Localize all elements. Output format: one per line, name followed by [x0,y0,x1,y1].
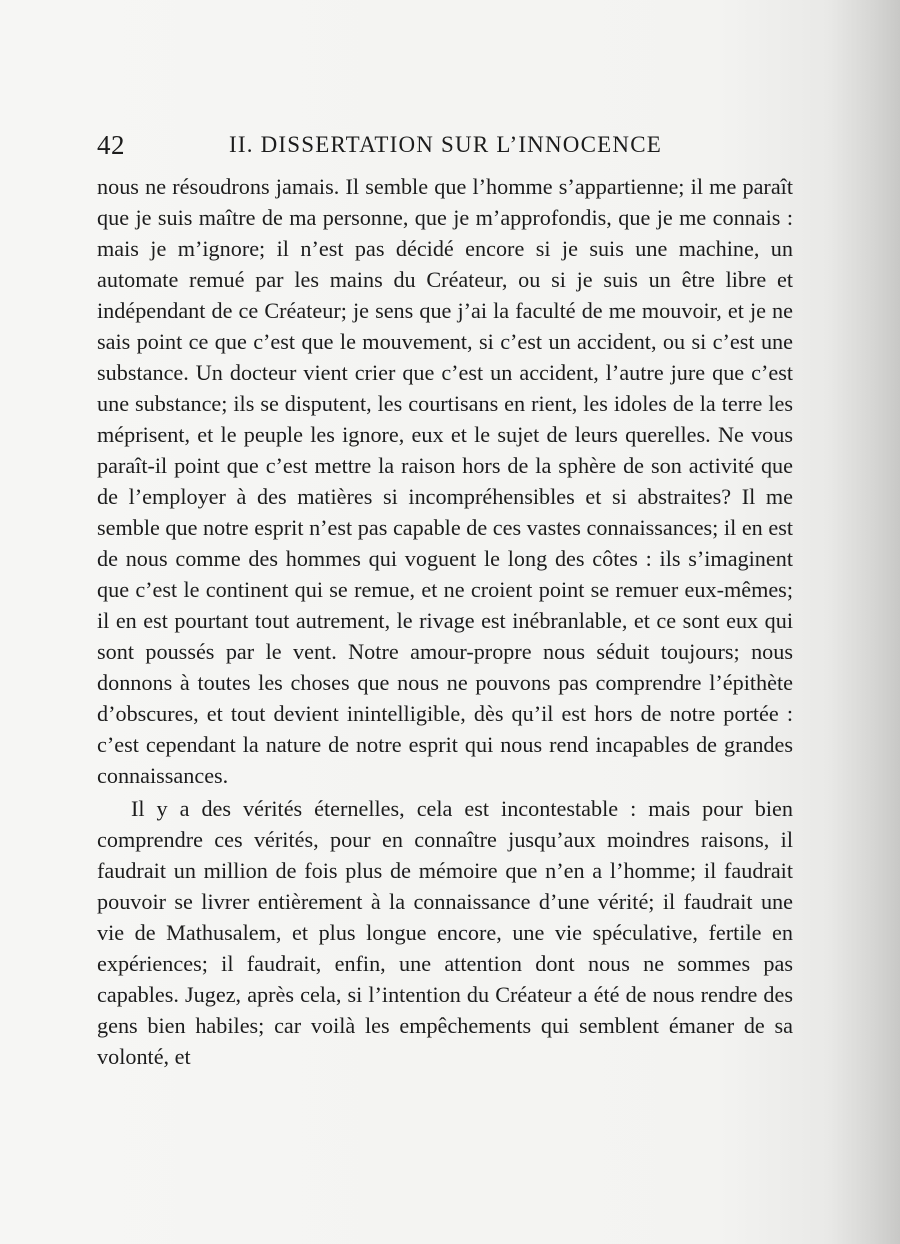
running-header [97,130,793,164]
running-title: II. DISSERTATION SUR L’INNOCENCE [229,132,662,157]
paragraph: nous ne résoudrons jamais. Il semble que l’homme s’appartienne; il me paraît que je suis maître de ma personne, que je m’approfondis, que je me connais : mais je m’ignore; il n’est pas décidé encore si je suis une machine, un automate remué par les mains du Créateur, ou si je suis un être libre et indépendant de ce Créateur; je sens que j’ai la faculté de me mouvoir, et je ne sais point ce que c’est que le mouvement, si c’est un accident, ou si c’est une substance. Un docteur vient crier que c’est un accident, l’autre jure que c’est une substance; ils se disputent, les courtisans en rient, les idoles de la terre les méprisent, et le peuple les ignore, eux et le sujet de leurs querelles. Ne vous paraît-il point que c’est mettre la raison hors de la sphère de son activité que de l’employer à des matières si incompréhensibles et si abstraites? Il me semble que notre esprit n’est pas capable de ces vastes connaissances; il en est de nous comme des hommes qui voguent le long des côtes : ils s’imaginent que c’est le continent qui se remue, et ne croient point se remuer eux-mêmes; il en est pourtant tout autrement, le rivage est inébranlable, et ce sont eux qui sont poussés par le vent. Notre amour-propre nous séduit toujours; nous donnons à toutes les choses que nous ne pouvons pas comprendre l’épithète d’obscures, et tout devient inintelligible, dès qu’il est hors de notre portée : c’est cependant la nature de notre esprit qui nous rend incapables de grandes connaissances. [97,174,793,788]
page-number: 42 [97,130,125,160]
paragraph: Il y a des vérités éternelles, cela est incontestable : mais pour bien comprendre ces vérités, pour en connaître jusqu’aux moindres raisons, il faudrait un million de fois plus de mémoire que n’en a l’homme; il faudrait pouvoir se livrer entièrement à la connaissance d’une vérité; il faudrait une vie de Mathusalem, et plus longue encore, une vie spéculative, fertile en expériences; il faudrait, enfin, une attention dont nous ne sommes pas capables. Jugez, après cela, si l’intention du Créateur a été de nous rendre des gens bien habiles; car voilà les empêchements qui semblent émaner de sa volonté, et [97,796,793,1069]
body-text [97,171,793,1072]
